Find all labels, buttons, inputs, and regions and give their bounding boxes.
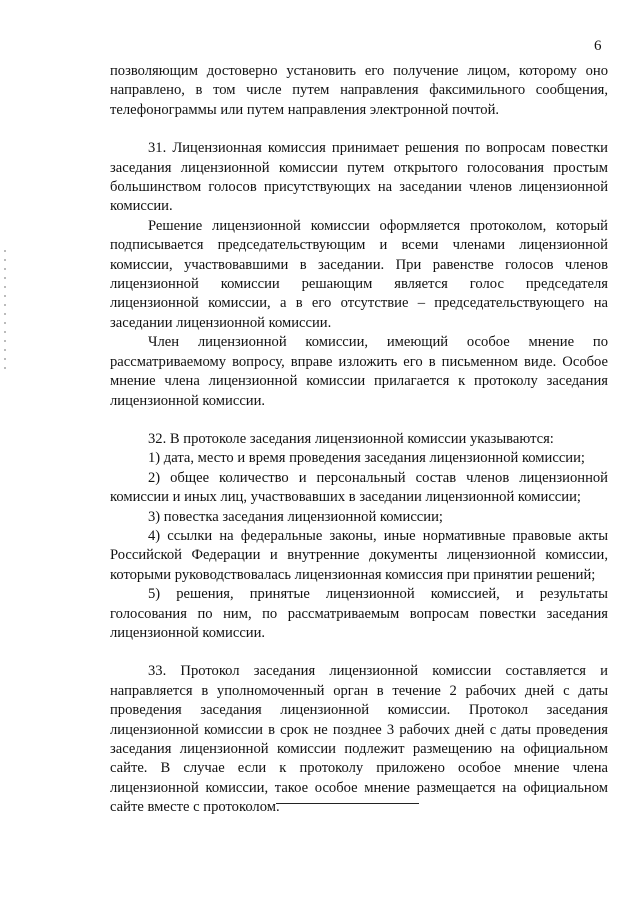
paragraph: Решение лицензионной комиссии оформляется протоколом, который подписывается председательствующим и всеми членами лицензионной комиссии, участвовавшими в заседании. При равенстве голосов членов лицензионной комиссии решающим является голос председателя лицензионной комиссии, а в его отсутствие – председательствующего на заседании лицензионной комиссии. — [110, 217, 608, 331]
paragraph: 4) ссылки на федеральные законы, иные нормативные правовые акты Российской Федерации и внутренние документы лицензионной комиссии, которыми руководствовалась лицензионная комиссия при принятии решений; — [110, 527, 608, 583]
end-of-text-rule — [276, 803, 419, 804]
paragraph: 1) дата, место и время проведения заседания лицензионной комиссии; — [148, 450, 585, 467]
paragraph-gap — [110, 643, 608, 662]
paragraph: позволяющим достоверно установить его получение лицом, которому оно направлено, в том числе путем направления факсимильного сообщения, телефонограммы или путем направления электронной почтой. — [110, 63, 608, 118]
document-body — [110, 62, 608, 818]
paragraph: 33. Протокол заседания лицензионной комиссии составляется и направляется в уполномоченный орган в течение 2 рабочих дней с даты проведения заседания лицензионной комиссии. Протокол заседания лицензионной комиссии в срок не позднее 3 рабочих дней с даты проведения заседания лицензионной комиссии подлежит размещению на официальном сайте. В случае если к протоколу приложено особое мнение члена лицензионной комиссии, такое особое мнение размещается на официальном сайте вместе с протоколом. — [110, 663, 608, 816]
paragraph: 3) повестка заседания лицензионной комиссии; — [148, 508, 443, 525]
paragraph: 31. Лицензионная комиссия принимает решения по вопросам повестки заседания лицензионной комиссии путем открытого голосования простым большинством голосов присутствующих на заседании членов лицензионной комиссии. — [110, 140, 608, 215]
paragraph: Член лицензионной комиссии, имеющий особое мнение по рассматриваемому вопросу, вправе изложить его в письменном виде. Особое мнение члена лицензионной комиссии прилагается к протоколу заседания лицензионной комиссии. — [110, 334, 608, 409]
page-number: 6 — [594, 38, 602, 54]
scan-artifact — [4, 250, 6, 370]
paragraph: 32. В протоколе заседания лицензионной комиссии указываются: — [148, 430, 554, 447]
paragraph-gap — [110, 120, 608, 139]
paragraph: 2) общее количество и персональный состав членов лицензионной комиссии и иных лиц, участвовавших в заседании лицензионной комиссии; — [110, 469, 608, 506]
paragraph-gap — [110, 411, 608, 430]
paragraph: 5) решения, принятые лицензионной комиссией, и результаты голосования по ним, по рассматриваемым вопросам повестки заседания лицензионной комиссии. — [110, 586, 608, 641]
